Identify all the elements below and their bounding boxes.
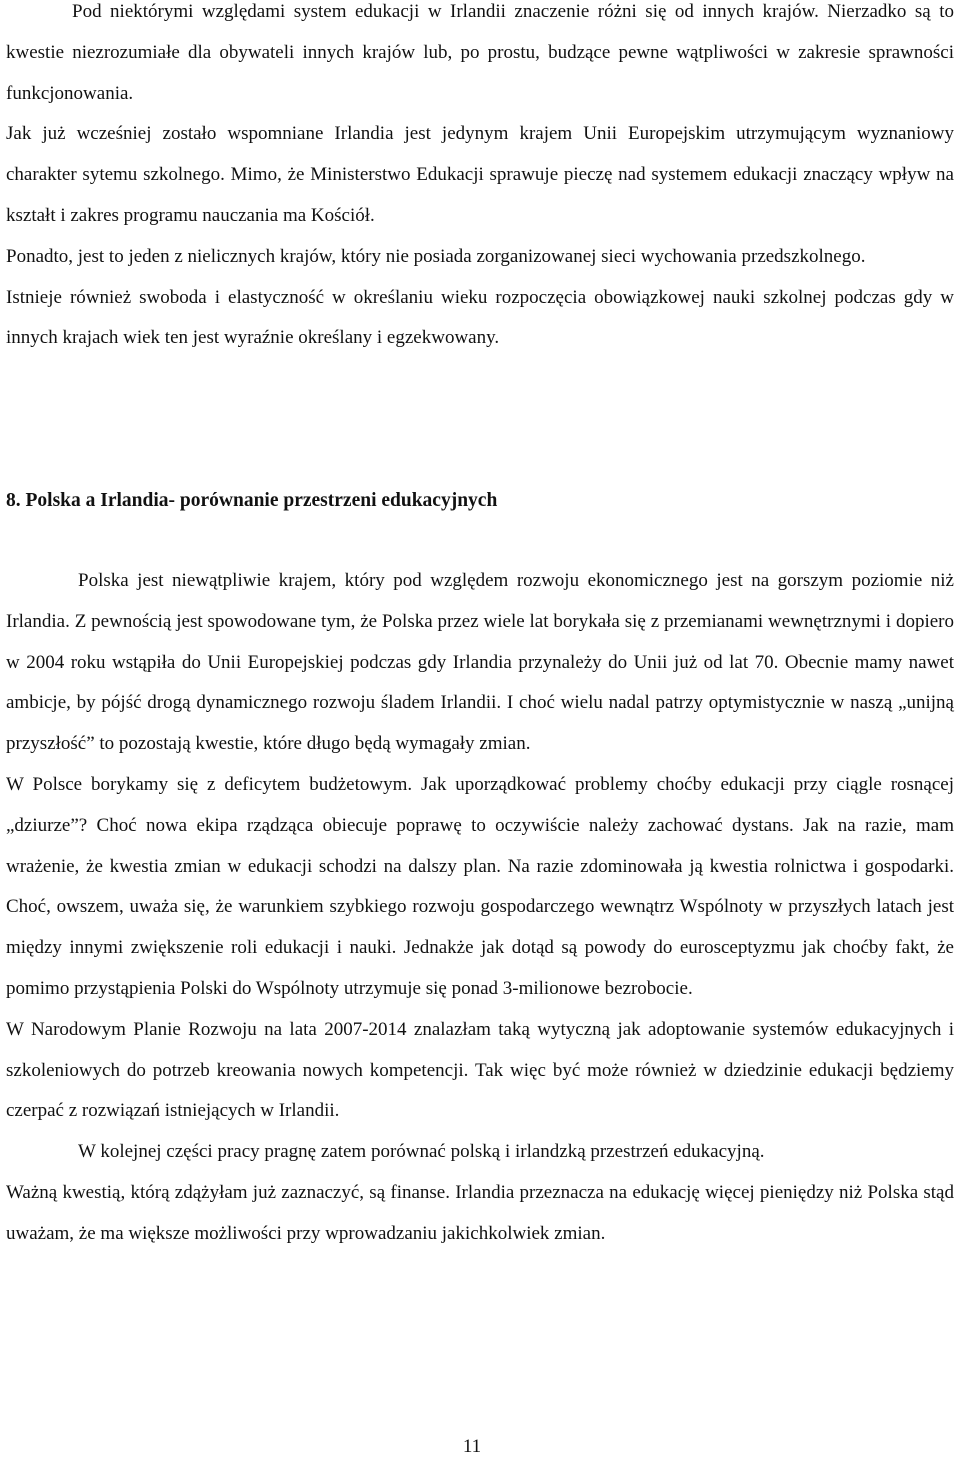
section-body [6,561,954,1255]
paragraph-intro-3: Ponadto, jest to jeden z nielicznych krajów, który nie posiada zorganizowanej sieci wychowania przedszkolnego. [6,245,866,267]
paragraph-section-1: Polska jest niewątpliwie krajem, który pod względem rozwoju ekonomicznego jest na gorszym poziomie niż Irlandia. Z pewnością jest spowodowane tym, że Polska przez wiele lat borykała się z przemianami wewnętrznymi i dopiero w 2004 roku wstąpiła do Unii Europejskiej podczas gdy Irlandia przynależy do Unii już od lat 70. Obecnie mamy nawet ambicje, by pójść drogą dynamicznego rozwoju śladem Irlandii. I choć wielu nadal patrzy optymistycznie w naszą „unijną przyszłość” to pozostają kwestie, które długo będą wymagały zmian. [6,570,954,755]
paragraph-intro-2: Jak już wcześniej zostało wspomniane Irlandia jest jedynym krajem Unii Europejskim utrzymującym wyznaniowy charakter sytemu szkolnego. Mimo, że Ministerstwo Edukacji sprawuje pieczę nad systemem edukacji znaczący wpływ na kształt i zakres programu nauczania ma Kościół. [6,123,954,226]
paragraph-section-5: Ważną kwestią, którą zdążyłam już zaznaczyć, są finanse. Irlandia przeznacza na edukację więcej pieniędzy niż Polska stąd uważam, że ma większe możliwości przy wprowadzaniu jakichkolwiek zmian. [6,1181,954,1244]
page-number: 11 [462,1436,482,1457]
intro-section [6,0,954,359]
paragraph-section-2: W Polsce borykamy się z deficytem budżetowym. Jak uporządkować problemy choćby edukacji przy ciągle rosnącej „dziurze”? Choć nowa ekipa rządząca obiecuje poprawę to oczywiście należy zachować dystans. Jak na razie, mam wrażenie, że kwestia zmian w edukacji schodzi na dalszy plan. Na razie zdominowała ją kwestia rolnictwa i gospodarki. Choć, owszem, uważa się, że warunkiem szybkiego rozwoju gospodarczego wewnątrz Wspólnoty w przyszłych latach jest między innymi zwiększenie roli edukacji i nauki. Jednakże jak dotąd są powody do eurosceptyzmu jak choćby fakt, że pomimo przystąpienia Polski do Wspólnoty utrzymuje się ponad 3-milionowe bezrobocie. [6,773,954,999]
paragraph-section-3: W Narodowym Planie Rozwoju na lata 2007-2014 znalazłam taką wytyczną jak adoptowanie systemów edukacyjnych i szkoleniowych do potrzeb kreowania nowych kompetencji. Tak więc być może również w dziedzinie edukacji będziemy czerpać z rozwiązań istniejących w Irlandii. [6,1018,954,1122]
section-heading: 8. Polska a Irlandia- porównanie przestrzeni edukacyjnych [6,490,498,511]
paragraph-intro-1: Pod niektórymi względami system edukacji w Irlandii znaczenie różni się od innych krajów. Nierzadko są to kwestie niezrozumiałe dla obywateli innych krajów lub, po prostu, budzące pewne wątpliwości w zakresie sprawności funkcjonowania. [6,1,954,104]
paragraph-section-4: W kolejnej części pracy pragnę zatem porównać polską i irlandzką przestrzeń edukacyjną. [78,1141,765,1163]
paragraph-intro-4: Istnieje również swoboda i elastyczność w określaniu wieku rozpoczęcia obowiązkowej nauki szkolnej podczas gdy w innych krajach wiek ten jest wyraźnie określany i egzekwowany. [6,286,954,349]
